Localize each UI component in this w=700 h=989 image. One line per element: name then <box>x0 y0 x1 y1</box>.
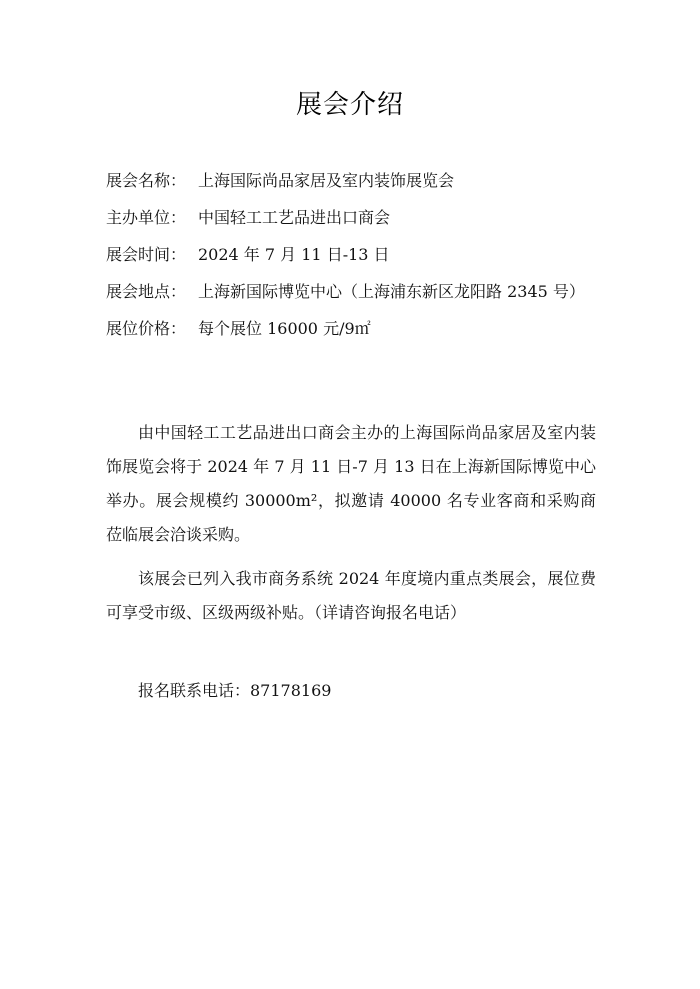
subsidy-paragraph: 该展会已列入我市商务系统 2024 年度境内重点类展会，展位费可享受市级、区级两级补贴。（详请咨询报名电话） <box>106 569 596 622</box>
info-label: 展会地点： <box>106 282 187 301</box>
info-label: 展位价格： <box>106 319 187 338</box>
info-row-venue <box>106 273 606 310</box>
info-label: 展会时间： <box>106 245 187 264</box>
contact-phone: 报名联系电话：87178169 <box>138 681 332 700</box>
info-value: 上海国际尚品家居及室内装饰展览会 <box>198 171 455 190</box>
info-row-organizer <box>106 199 606 236</box>
intro-paragraph: 由中国轻工工艺品进出口商会主办的上海国际尚品家居及室内装饰展览会将于 2024 年 7 月 11 日-7 月 13 日在上海新国际博览中心举办。展会规模约 30000m²，拟邀请 40000 名专业客商和采购商莅临展会洽谈采购。 <box>106 423 596 544</box>
info-value: 2024 年 7 月 11 日-13 日 <box>198 245 390 264</box>
info-label: 主办单位： <box>106 208 187 227</box>
info-value: 上海新国际博览中心（上海浦东新区龙阳路 2345 号） <box>198 282 585 301</box>
exhibition-info-list <box>106 162 606 347</box>
info-label: 展会名称： <box>106 171 187 190</box>
info-row-time <box>106 236 606 273</box>
info-value: 中国轻工工艺品进出口商会 <box>198 208 391 227</box>
page-title: 展会介绍 <box>295 90 404 120</box>
info-value: 每个展位 16000 元/9㎡ <box>198 319 371 338</box>
info-row-price <box>106 310 606 347</box>
info-row-name <box>106 162 606 199</box>
